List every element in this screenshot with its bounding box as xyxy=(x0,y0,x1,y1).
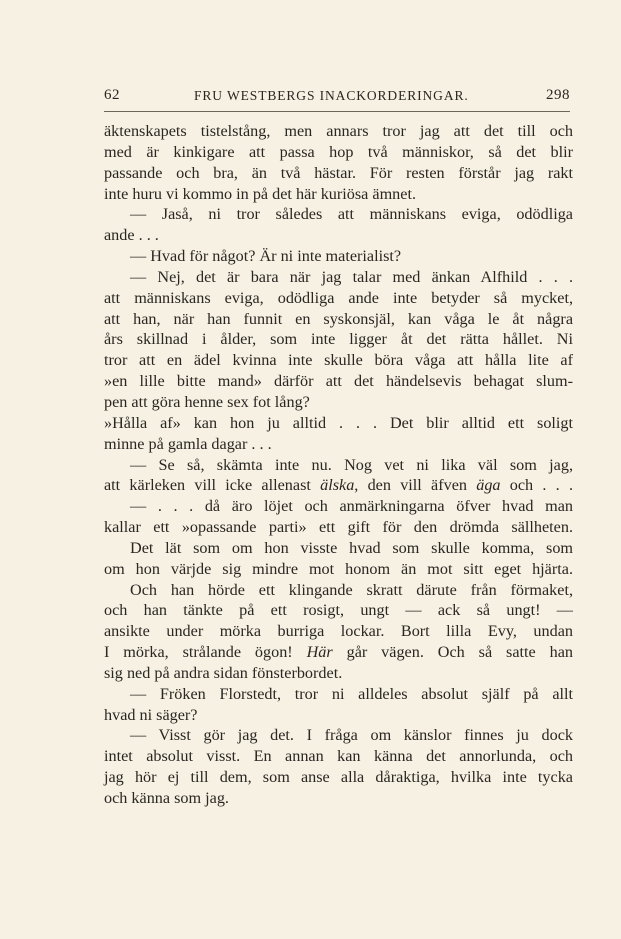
text-line: minne på gamla dagar . . . xyxy=(104,434,272,453)
text-line: »en lille bitte mand» därför att det händelsevis behagat slum- xyxy=(104,372,573,391)
text-line: »Hålla af» kan hon ju alltid . . . Det blir alltid ett soligt xyxy=(104,413,573,432)
text-line: inte huru vi kommo in på det här kuriösa ämnet. xyxy=(104,184,416,203)
text-line: ande . . . xyxy=(104,226,159,245)
text-line: — Fröken Florstedt, tror ni alldeles absolut själf på allt xyxy=(130,684,573,703)
text-line: och känna som jag. xyxy=(104,789,229,807)
text-line: äktenskapets tistelstång, men annars tror jag att det till och xyxy=(104,122,573,140)
text-line: med är kinkigare att passa hop två människor, så det blir xyxy=(104,142,573,161)
text-line: års skillnad i ålder, som inte ligger åt det rätta hållet. Ni xyxy=(104,330,573,349)
emphasized-word: älska xyxy=(320,476,355,495)
text-line: passande och bra, än två hästar. För resten förstår jag rakt xyxy=(104,163,573,182)
text-line: att människans eviga, odödliga ande inte betyder så mycket, xyxy=(104,288,573,307)
text-line: att kärleken vill icke allenast älska, den vill äfven äga och . . . xyxy=(104,476,574,495)
text-line: intet absolut visst. En annan kan känna det annorlunda, och xyxy=(104,747,573,766)
text-line: Och han hörde ett klingande skratt därute från förmaket, xyxy=(130,580,573,599)
text-line: — Jaså, ni tror således att människans eviga, odödliga xyxy=(130,205,573,224)
emphasized-word: äga xyxy=(476,476,501,495)
emphasized-word: Här xyxy=(306,643,333,662)
text-line: I mörka, strålande ögon! Här går vägen. Och så satte han xyxy=(104,643,573,662)
text-line: ansikte under mörka burriga lockar. Bort lilla Evy, undan xyxy=(104,622,573,641)
text-line: — . . . då äro löjet och anmärkningarna öfver hvad man xyxy=(130,497,573,516)
body-text xyxy=(104,121,573,809)
text-line: — Se så, skämta inte nu. Nog vet ni lika väl som jag, xyxy=(130,455,573,474)
text-line: tror att en ädel kvinna inte skulle böra våga att hålla lite af xyxy=(104,351,573,370)
text-line: kallar ett »opassande parti» ett gift för den drömda sällheten. xyxy=(104,518,573,537)
text-line: att han, när han funnit en syskonsjäl, kan våga le åt några xyxy=(104,309,573,328)
running-title: FRU WESTBERGS INACKORDERINGAR. xyxy=(194,88,469,103)
page-number-left: 62 xyxy=(104,87,120,103)
running-header xyxy=(104,87,570,107)
page-number-right: 298 xyxy=(546,87,570,103)
text-line: Det lät som om hon visste hvad som skulle komma, som xyxy=(130,538,573,557)
text-line: pen att göra henne sex fot lång? xyxy=(104,392,310,411)
text-line: — Visst gör jag det. I fråga om känslor finnes ju dock xyxy=(130,726,573,745)
text-line: och han tänkte på ett rosigt, ungt — ack så ungt! — xyxy=(104,601,573,620)
header-rule xyxy=(104,111,570,112)
text-line: om hon värjde sig mindre mot honom än mot sitt eget hjärta. xyxy=(104,559,573,578)
text-line: — Nej, det är bara när jag talar med änkan Alfhild . . . xyxy=(130,267,573,286)
text-line: — Hvad för något? Är ni inte materialist? xyxy=(130,247,402,266)
text-line: jag hör ej till dem, som anse alla dåraktiga, hvilka inte tycka xyxy=(104,768,573,787)
text-line: hvad ni säger? xyxy=(104,705,198,724)
text-line: sig ned på andra sidan fönsterbordet. xyxy=(104,663,343,682)
